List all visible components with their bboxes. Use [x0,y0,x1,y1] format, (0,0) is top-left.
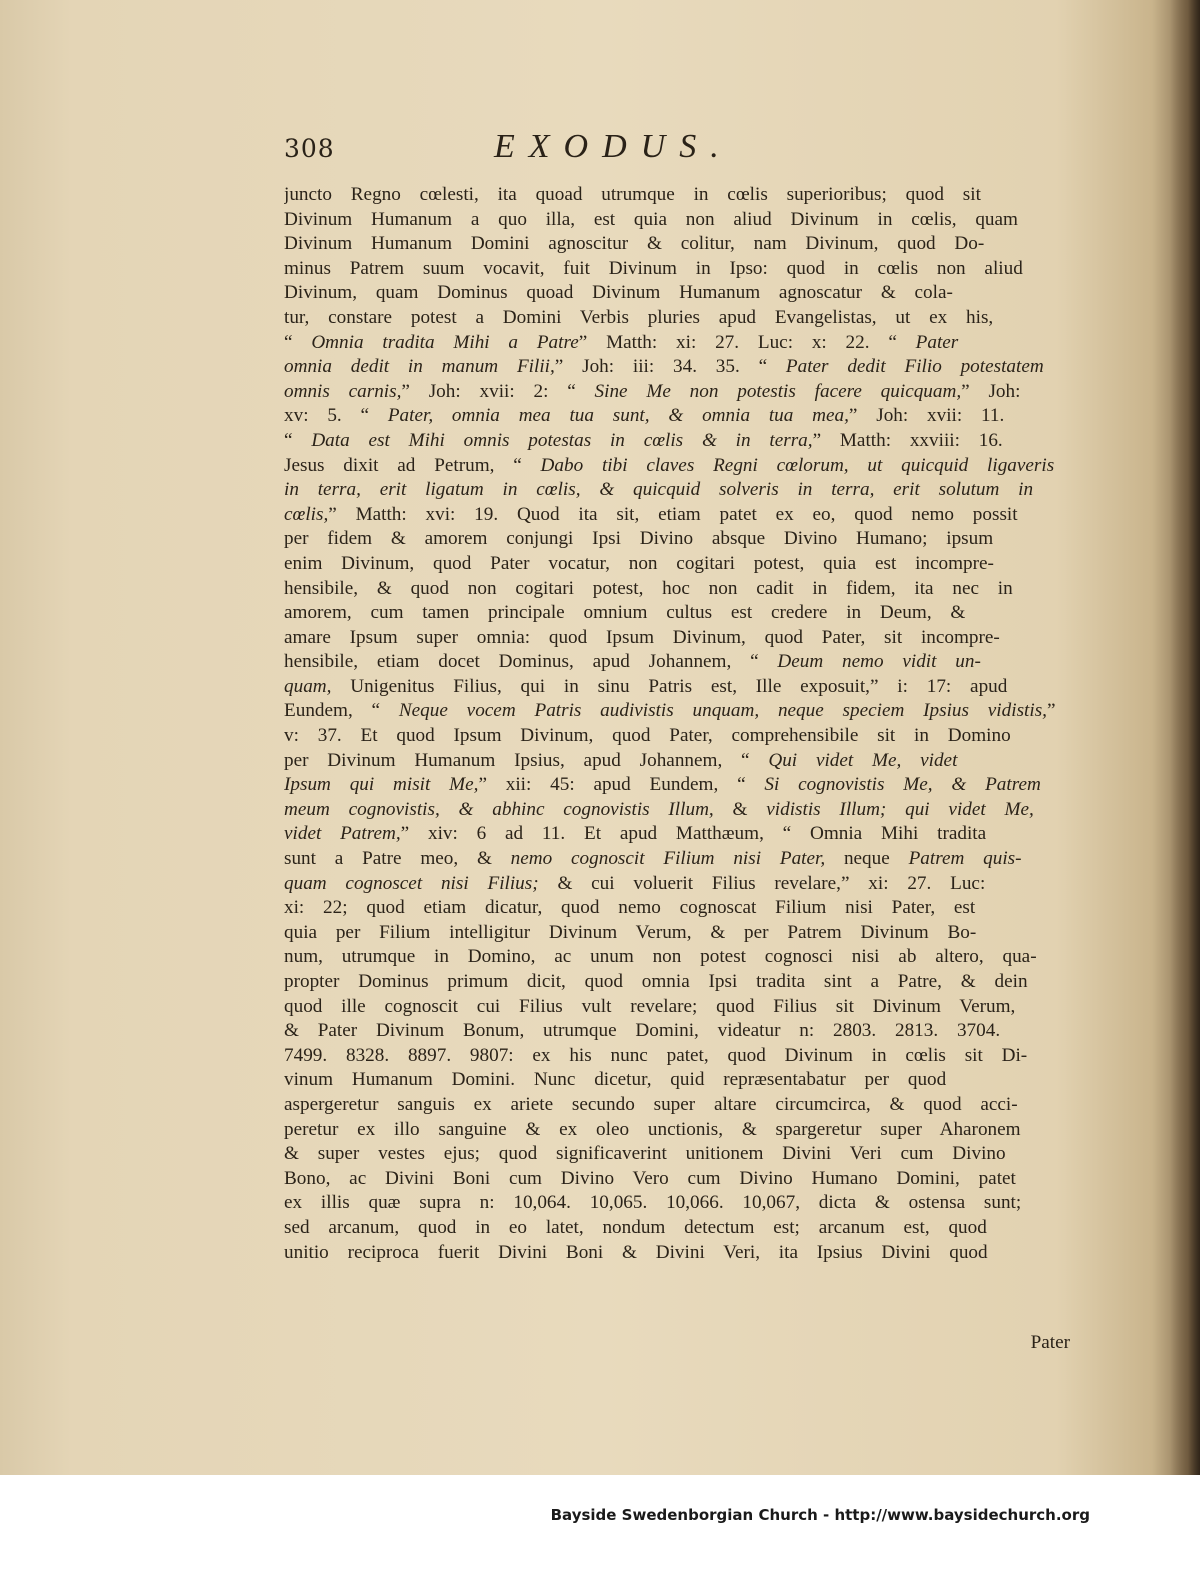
text-run: & Pater Divinum Bonum, utrumque Domini, videatur n: 2803. 2813. 3704. [284,1020,1001,1042]
text-line [284,1044,1070,1069]
text-run: num, utrumque in Domino, ac unum non potest cognosci nisi ab altero, qua- [284,946,1037,968]
text-run: & cui voluerit Filius revelare,” xi: 27. Luc: [538,872,986,894]
italic-quote: Patrem quis- [908,848,1022,870]
italic-quote: Pater dedit Filio potestatem [785,356,1044,378]
text-line [284,995,1070,1020]
text-run: amorem, cum tamen principale omnium cultus est credere in Deum, & [284,602,966,624]
text-run: Divinum, quam Dominus quoad Divinum Humanum agnoscatur & cola- [284,282,953,304]
text-run: ex illis quæ supra n: 10,064. 10,065. 10,066. 10,067, dicta & ostensa sunt; [284,1192,1022,1214]
text-run: Unigenitus Filius, qui in sinu Patris est, Ille exposuit,” i: 17: apud [331,675,1008,697]
italic-quote: Si cognovistis Me, & Patrem [764,774,1041,796]
text-run: & super vestes ejus; quod significaverint unitionem Divini Veri cum Divino [284,1143,1006,1165]
text-run: ” xiv: 6 ad 11. Et apud Matthæum, “ Omnia Mihi tradita [400,823,987,845]
text-run: Divinum Humanum Domini agnoscitur & colitur, nam Divinum, quod Do- [284,233,985,255]
text-run: minus Patrem suum vocavit, fuit Divinum in Ipso: quod in cœlis non aliud [284,257,1023,279]
text-line [284,773,1070,798]
text-run: sunt a Patre meo, & [284,848,511,870]
text-line [284,1068,1070,1093]
footer-credit: Bayside Swedenborgian Church - http://www.baysidechurch.org [550,1506,1090,1524]
italic-quote: quam, [284,675,332,697]
running-title: EXODUS. [494,128,733,165]
italic-quote: Sine Me non potestis facere quicquam, [594,380,962,402]
text-run: Divinum Humanum a quo illa, est quia non aliud Divinum in cœlis, quam [284,208,1018,230]
text-run: ” Joh: [961,380,1021,402]
italic-quote: Ipsum qui misit Me, [284,774,479,796]
text-run: per fidem & amorem conjungi Ipsi Divino absque Divino Humano; ipsum [284,528,994,550]
text-run: quod ille cognoscit cui Filius vult revelare; quod Filius sit Divinum Verum, [284,995,1016,1017]
text-line [284,208,1070,233]
italic-quote: meum cognovistis, & abhinc cognovistis Illum, [284,798,714,820]
text-run: Eundem, “ [284,700,399,722]
catchword: Pater [1030,1332,1070,1353]
text-run: per Divinum Humanum Ipsius, apud Johannem, “ [284,749,769,771]
italic-quote: nemo cognoscit Filium nisi Pater, [510,848,826,870]
text-line [284,429,1070,454]
text-run: ” Joh: iii: 34. 35. “ [554,356,786,378]
text-run: enim Divinum, quod Pater vocatur, non cogitari potest, quia est incompre- [284,552,994,574]
text-line [284,1241,1070,1266]
text-line [284,601,1070,626]
text-run: v: 37. Et quod Ipsum Divinum, quod Pater, comprehensibile sit in Domino [284,725,1011,747]
text-line [284,749,1070,774]
text-line [284,527,1070,552]
text-run: ” Matth: xxviii: 16. [812,429,1003,451]
text-run: ” Matth: xvi: 19. Quod ita sit, etiam patet ex eo, quod nemo possit [328,503,1018,525]
text-run: amare Ipsum super omnia: quod Ipsum Divinum, quod Pater, sit incompre- [284,626,1000,648]
text-run: hensibile, & quod non cogitari potest, hoc non cadit in fidem, ita nec in [284,577,1013,599]
text-run: tur, constare potest a Domini Verbis pluries apud Evangelistas, ut ex his, [284,306,994,328]
text-line [284,970,1070,995]
text-line [284,1216,1070,1241]
italic-quote: Omnia tradita Mihi a Patre [311,331,579,353]
text-run: xv: 5. “ [284,405,388,427]
text-line [284,724,1070,749]
text-line [284,675,1070,700]
italic-quote: omnis carnis, [284,380,402,402]
italic-quote: Data est Mihi omnis potestas in cœlis & in terra, [311,429,813,451]
text-line [284,921,1070,946]
text-line [284,699,1070,724]
text-run: juncto Regno cœlesti, ita quoad utrumque in cœlis superioribus; quod sit [284,184,981,205]
page-edge-shadow [1170,0,1200,1475]
text-line [284,626,1070,651]
footer-bar [0,1475,1200,1581]
text-line [284,822,1070,847]
text-line [284,232,1070,257]
italic-quote: quam cognoscet nisi Filius; [284,872,539,894]
text-line [284,1142,1070,1167]
italic-quote: Neque vocem Patris audivistis unquam, neque speciem Ipsius vidistis, [398,700,1047,722]
text-line [284,404,1070,429]
text-line [284,306,1070,331]
text-line [284,454,1070,479]
page-header [284,128,1084,174]
text-line [284,896,1070,921]
text-line [284,281,1070,306]
text-run: xi: 22; quod etiam dicatur, quod nemo cognoscat Filium nisi Pater, est [284,897,976,919]
text-line [284,1167,1070,1192]
text-run: quia per Filium intelligitur Divinum Verum, & per Patrem Divinum Bo- [284,921,977,943]
italic-quote: Pater [915,331,959,353]
text-run: aspergeretur sanguis ex ariete secundo super altare circumcirca, & quod acci- [284,1093,1018,1115]
text-line [284,380,1070,405]
text-run: propter Dominus primum dicit, quod omnia Ipsi tradita sint a Patre, & dein [284,971,1028,992]
text-run: unitio reciproca fuerit Divini Boni & Divini Veri, ita Ipsius Divini quod [284,1241,988,1263]
italic-quote: Deum nemo vidit un- [777,651,981,673]
italic-quote: omnia dedit in manum Filii, [284,356,555,378]
text-line [284,1019,1070,1044]
text-run: “ [284,429,312,451]
text-run: neque [825,848,909,870]
text-line [284,945,1070,970]
text-run: vinum Humanum Domini. Nunc dicetur, quid repræsentabatur per quod [284,1069,947,1091]
text-run: ” Joh: xvii: 2: “ [401,380,595,402]
text-run: “ [284,331,312,353]
text-line [284,577,1070,602]
page-number: 308 [284,134,335,163]
text-line [284,1093,1070,1118]
italic-quote: videt Patrem, [284,823,401,845]
text-line [284,650,1070,675]
text-run: Jesus dixit ad Petrum, “ [284,454,541,476]
text-run: ” xii: 45: apud Eundem, “ [478,774,765,796]
text-run: hensibile, etiam docet Dominus, apud Johannem, “ [284,651,778,673]
italic-quote: Pater, omnia mea tua sunt, & omnia tua mea, [387,405,849,427]
italic-quote: Dabo tibi claves Regni cœlorum, ut quicquid ligaveris [540,454,1055,476]
text-line [284,1118,1070,1143]
text-line [284,478,1070,503]
text-line [284,872,1070,897]
text-run: ” Joh: xvii: 11. [848,405,1005,427]
text-run: Bono, ac Divini Boni cum Divino Vero cum Divino Humano Domini, patet [284,1167,1016,1189]
text-line [284,798,1070,823]
text-line [284,331,1070,356]
text-run: ” [1046,700,1056,722]
text-line [284,257,1070,282]
body-text [284,183,1070,1265]
text-run: 7499. 8328. 8897. 9807: ex his nunc patet, quod Divinum in cœlis sit Di- [284,1044,1028,1066]
italic-quote: in terra, erit ligatum in cœlis, & quicquid solveris in terra, erit solutum in [284,479,1034,501]
text-line [284,183,1070,208]
text-run: sed arcanum, quod in eo latet, nondum detectum est; arcanum est, quod [284,1216,987,1238]
text-line [284,847,1070,872]
text-run: ” Matth: xi: 27. Luc: x: 22. “ [578,331,916,353]
text-line [284,503,1070,528]
italic-quote: Qui videt Me, videt [768,749,958,771]
italic-quote: vidistis Illum; qui videt Me, [766,798,1034,820]
text-line [284,1191,1070,1216]
text-run: & [713,798,767,820]
text-run: peretur ex illo sanguine & ex oleo unctionis, & spargeretur super Aharonem [284,1118,1021,1140]
italic-quote: cœlis, [284,503,329,525]
text-line [284,355,1070,380]
text-line [284,552,1070,577]
